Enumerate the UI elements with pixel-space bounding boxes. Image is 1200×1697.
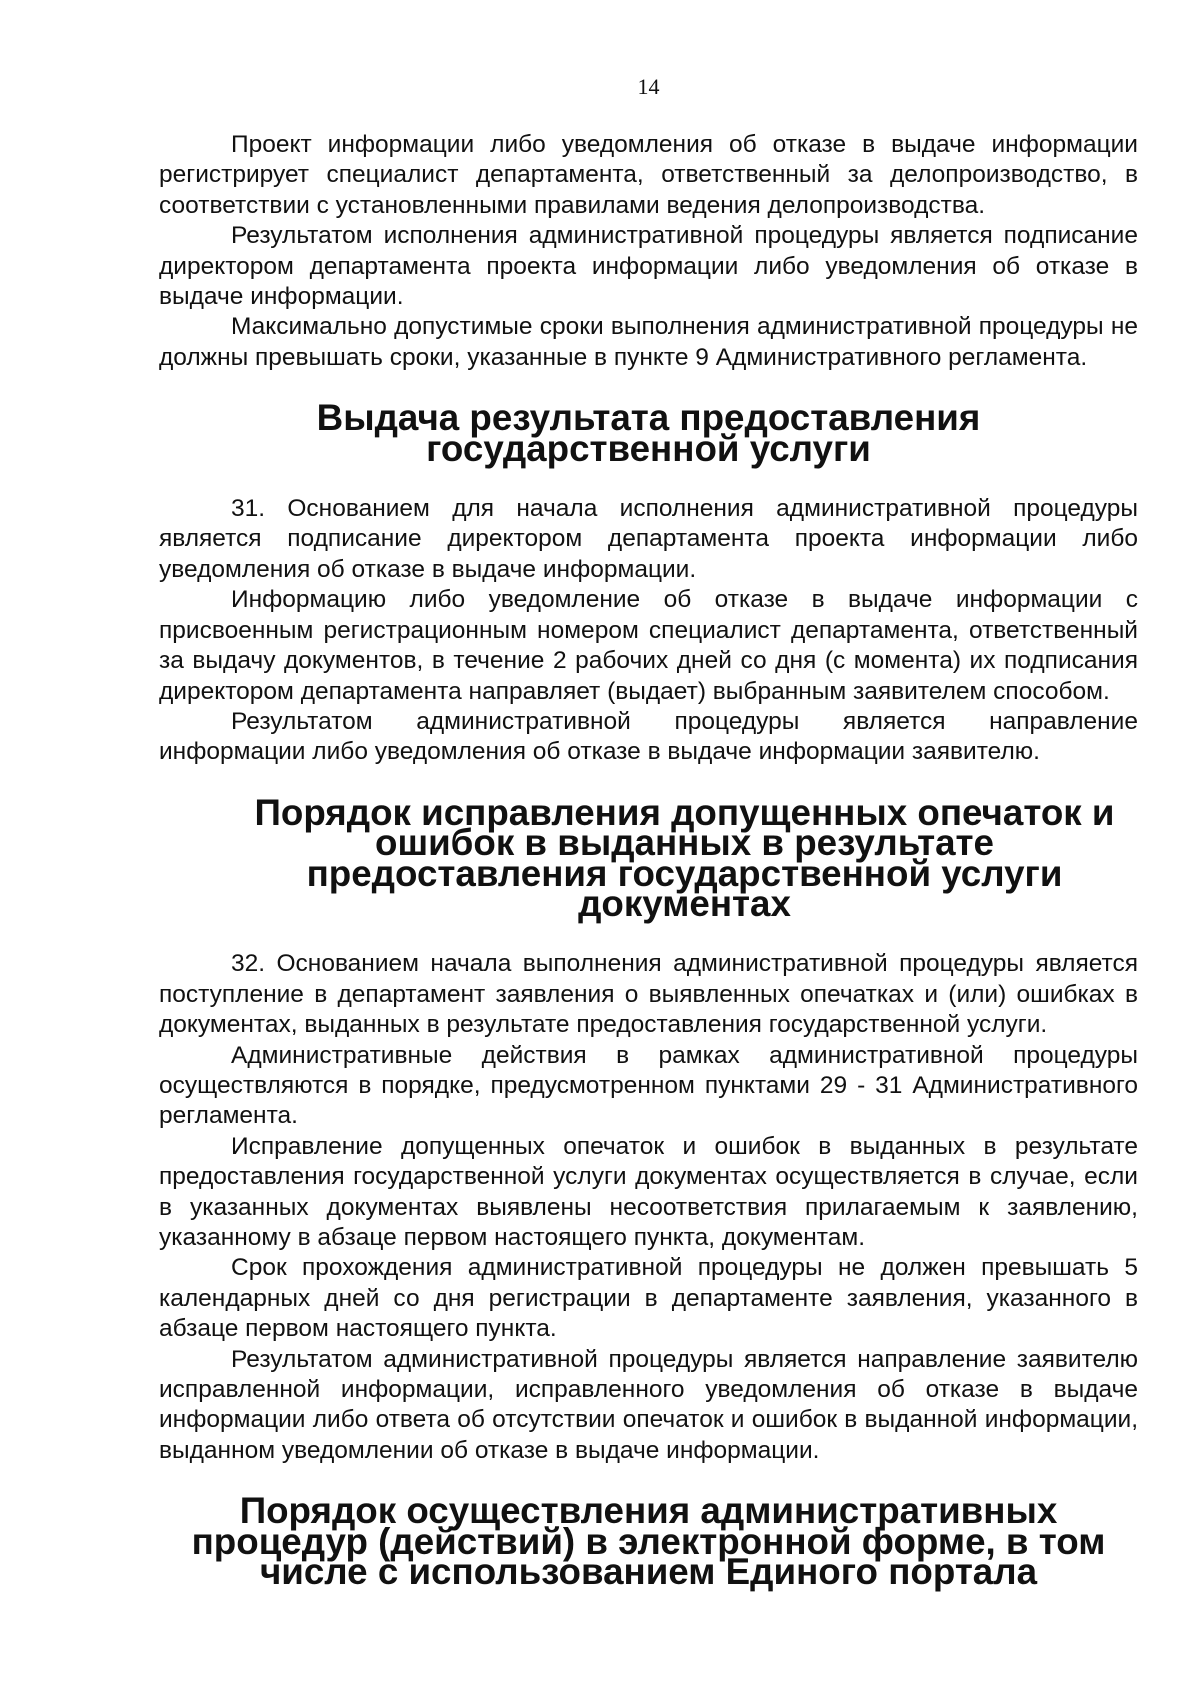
paragraph-procedure-result: Результатом исполнения административной процедуры является подписание директором департамента проекта информации либо уведомления об отказе в выдаче информации. <box>159 222 1138 311</box>
paragraph-item-31: 31. Основанием для начала исполнения административной процедуры является подписание директором департамента проекта информации либо уведомления об отказе в выдаче информации. <box>159 495 1138 583</box>
section-heading-corrections: Порядок исправления допущенных опечаток и ошибок в выданных в результате предоставления государственной услуги документах <box>254 791 1115 924</box>
paragraph-issuance-result: Результатом административной процедуры является направление информации либо уведомления об отказе в выдаче информации заявителю. <box>159 707 1138 766</box>
section-heading-issuance: Выдача результата предоставления государственной услуги <box>316 397 981 469</box>
paragraph-correction-cases: Исправление допущенных опечаток и ошибок в выданных в результате предоставления государственной услуги документах осуществляется в случае, если в указанных документах выявлены несоответствия прилагаемым к заявлению, указанному в абзаце первом настоящего пункта, документам. <box>159 1132 1138 1251</box>
paragraph-project-registration: Проект информации либо уведомления об отказе в выдаче информации регистрирует специалист департамента, ответственный за делопроизводство, в соответствии с установленными правилами ведения делопроизводства. <box>159 131 1138 219</box>
page-number: 14 <box>637 74 660 99</box>
document-body <box>159 130 1138 1593</box>
paragraph-item-32: 32. Основанием начала выполнения административной процедуры является поступление в департамент заявления о выявленных опечатках и (или) ошибках в документах, выданных в результате предоставления государственной услуги. <box>159 950 1138 1039</box>
paragraph-correction-term: Срок прохождения административной процедуры не должен превышать 5 календарных дней со дня регистрации в департаменте заявления, указанного в абзаце первом настоящего пункта. <box>159 1254 1138 1343</box>
section-heading-electronic-form: Порядок осуществления административных процедур (действий) в электронной форме, в том числе с использованием Единого портала <box>191 1490 1106 1593</box>
paragraph-issuance-process: Информацию либо уведомление об отказе в выдаче информации с присвоенным регистрационным номером специалист департамента, ответственный за выдачу документов, в течение 2 рабочих дней со дня (с момента) их подписания директором департамента направляет (выдает) выбранным заявителем способом. <box>159 586 1138 705</box>
paragraph-admin-actions: Административные действия в рамках административной процедуры осуществляются в порядке, предусмотренном пунктами 29 - 31 Административного регламента. <box>159 1041 1138 1130</box>
paragraph-max-terms: Максимально допустимые сроки выполнения административной процедуры не должны превышать сроки, указанные в пункте 9 Административного регламента. <box>159 313 1138 371</box>
paragraph-correction-result: Результатом административной процедуры является направление заявителю исправленной информации, исправленного уведомления об отказе в выдаче информации либо ответа об отсутствии опечаток и ошибок в выданной информации, выданном уведомлении об отказе в выдаче информации. <box>159 1345 1138 1464</box>
